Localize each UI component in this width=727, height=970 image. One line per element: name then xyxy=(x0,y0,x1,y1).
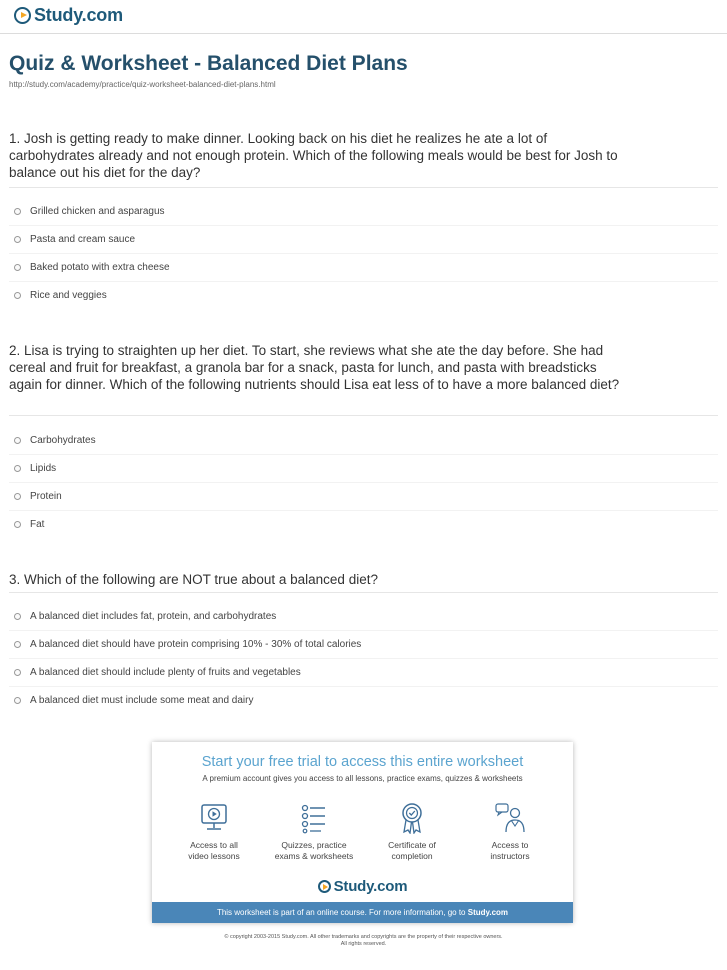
answer-label: Grilled chicken and asparagus xyxy=(30,205,165,217)
answer-label: Lipids xyxy=(30,462,57,474)
answer-option[interactable] xyxy=(14,517,44,531)
feature-label-line: completion xyxy=(391,851,433,861)
promo-bar-text: This worksheet is part of an online course. For more information, go to xyxy=(216,908,466,917)
logo-text: Study.com xyxy=(34,5,123,25)
answer-label: Fat xyxy=(30,518,45,530)
copyright-line: All rights reserved. xyxy=(340,941,387,947)
answer-label: Pasta and cream sauce xyxy=(30,233,136,245)
answer-option[interactable] xyxy=(14,433,96,447)
radio-button[interactable] xyxy=(14,669,21,676)
answer-divider xyxy=(9,253,718,254)
page-title: Quiz & Worksheet - Balanced Diet Plans xyxy=(9,52,408,75)
feature-video-lessons xyxy=(169,802,259,862)
promo-study-logo[interactable] xyxy=(152,878,573,895)
radio-button[interactable] xyxy=(14,236,21,243)
feature-label-line: video lessons xyxy=(188,851,240,861)
answer-option[interactable] xyxy=(14,461,56,475)
promo-info-bar xyxy=(152,902,573,923)
quiz-list-icon xyxy=(299,802,329,834)
answer-option[interactable] xyxy=(14,693,253,707)
answer-label: Protein xyxy=(30,490,62,502)
radio-button[interactable] xyxy=(14,264,21,271)
promo-heading[interactable]: Start your free trial to access this entire worksheet xyxy=(201,754,524,770)
answer-label: A balanced diet includes fat, protein, and carbohydrates xyxy=(30,610,277,622)
answer-divider xyxy=(9,281,718,282)
free-trial-promo xyxy=(152,742,573,923)
answer-divider xyxy=(9,510,718,511)
feature-label-line: Certificate of xyxy=(388,840,436,850)
header-divider xyxy=(0,33,727,34)
answer-divider xyxy=(9,658,718,659)
answer-divider xyxy=(9,630,718,631)
question-divider xyxy=(9,187,718,188)
feature-quizzes xyxy=(269,802,359,862)
play-logo-icon xyxy=(318,880,331,893)
answer-label: Carbohydrates xyxy=(30,434,96,446)
answer-option[interactable] xyxy=(14,489,62,503)
answer-option[interactable] xyxy=(14,665,301,679)
radio-button[interactable] xyxy=(14,493,21,500)
promo-bar-link[interactable]: Study.com xyxy=(467,908,509,917)
copyright-line: © copyright 2003-2015 Study.com. All other trademarks and copyrights are the property of their respective owners. xyxy=(224,934,503,940)
answer-option[interactable] xyxy=(14,637,361,651)
answer-label: A balanced diet should include plenty of fruits and vegetables xyxy=(30,666,301,678)
answer-label: Rice and veggies xyxy=(30,289,107,301)
question-3: 3. Which of the following are NOT true about a balanced diet? xyxy=(9,572,378,587)
feature-instructors xyxy=(465,802,555,862)
question-1: 1. Josh is getting ready to make dinner. Looking back on his diet he realizes he ate a lot of carbohydrates already and not enough protein. Which of the following meals would be best for Josh to balance out his diet for the day? xyxy=(9,131,618,180)
video-lesson-icon xyxy=(199,802,229,834)
feature-label-line: exams & worksheets xyxy=(274,851,354,861)
question-2: 2. Lisa is trying to straighten up her diet. To start, she reviews what she ate the day before. She had cereal and fruit for breakfast, a granola bar for a snack, pasta for lunch, and pasta with breadsticks again for dinner. Which of the following nutrients should Lisa eat less of to have a more balanced diet? xyxy=(9,343,620,392)
answer-option[interactable] xyxy=(14,260,170,274)
answer-divider xyxy=(9,686,718,687)
answer-divider xyxy=(9,454,718,455)
question-divider xyxy=(9,592,718,593)
feature-label-line: instructors xyxy=(490,851,530,861)
study-logo[interactable] xyxy=(14,5,123,26)
radio-button[interactable] xyxy=(14,613,21,620)
certificate-icon xyxy=(397,802,427,834)
feature-label-line: Quizzes, practice xyxy=(281,840,347,850)
answer-option[interactable] xyxy=(14,288,107,302)
answer-option[interactable] xyxy=(14,232,135,246)
answer-option[interactable] xyxy=(14,609,276,623)
radio-button[interactable] xyxy=(14,208,21,215)
copyright-notice xyxy=(0,934,727,948)
answer-option[interactable] xyxy=(14,204,165,218)
promo-subheading: A premium account gives you access to all lessons, practice exams, quizzes & worksheets xyxy=(202,774,523,783)
radio-button[interactable] xyxy=(14,465,21,472)
question-divider xyxy=(9,415,718,416)
radio-button[interactable] xyxy=(14,641,21,648)
answer-divider xyxy=(9,482,718,483)
answer-divider xyxy=(9,225,718,226)
feature-certificate xyxy=(367,802,457,862)
radio-button[interactable] xyxy=(14,292,21,299)
feature-label-line: Access to all xyxy=(190,840,238,850)
answer-label: A balanced diet must include some meat and dairy xyxy=(30,694,254,706)
radio-button[interactable] xyxy=(14,697,21,704)
radio-button[interactable] xyxy=(14,437,21,444)
radio-button[interactable] xyxy=(14,521,21,528)
instructor-chat-icon xyxy=(495,802,525,834)
answer-label: A balanced diet should have protein comprising 10% - 30% of total calories xyxy=(30,638,362,650)
play-logo-icon xyxy=(14,7,31,24)
page-url[interactable]: http://study.com/academy/practice/quiz-worksheet-balanced-diet-plans.html xyxy=(9,80,276,89)
promo-logo-text: Study.com xyxy=(333,878,408,895)
feature-label-line: Access to xyxy=(491,840,529,850)
answer-label: Baked potato with extra cheese xyxy=(30,261,170,273)
